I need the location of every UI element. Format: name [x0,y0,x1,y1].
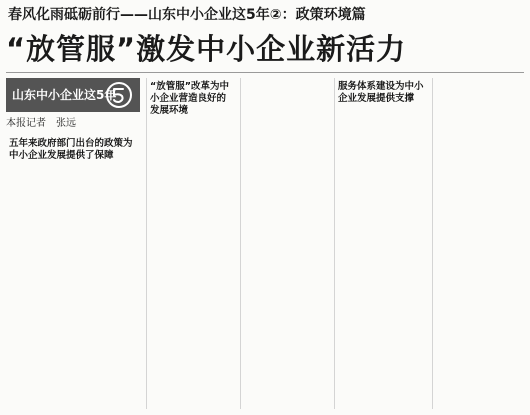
five-years-emblem-icon [102,80,136,110]
article-column-2 [146,78,235,409]
article-column-3 [240,78,329,409]
main-headline: “放管服”激发中小企业新活力 [6,32,407,66]
article-column-5 [432,78,525,409]
section-subhead: 服务体系建设为中小企业发展提供支撑 [338,81,424,104]
byline: 本报记者 张远 [6,118,76,129]
article-column-4 [334,78,427,409]
kicker-headline: 春风化雨砥砺前行——山东中小企业这5年②：政策环境篇 [8,7,366,23]
section-subhead: “放管服”改革为中小企业营造良好的发展环境 [150,81,229,116]
section-logo [6,78,140,112]
article-column-1 [6,135,140,409]
headline-rule [6,72,524,73]
section-subhead: 五年来政府部门出台的政策为中小企业发展提供了保障 [9,138,133,161]
section-logo-text: 山东中小企业这5年 [12,88,117,102]
